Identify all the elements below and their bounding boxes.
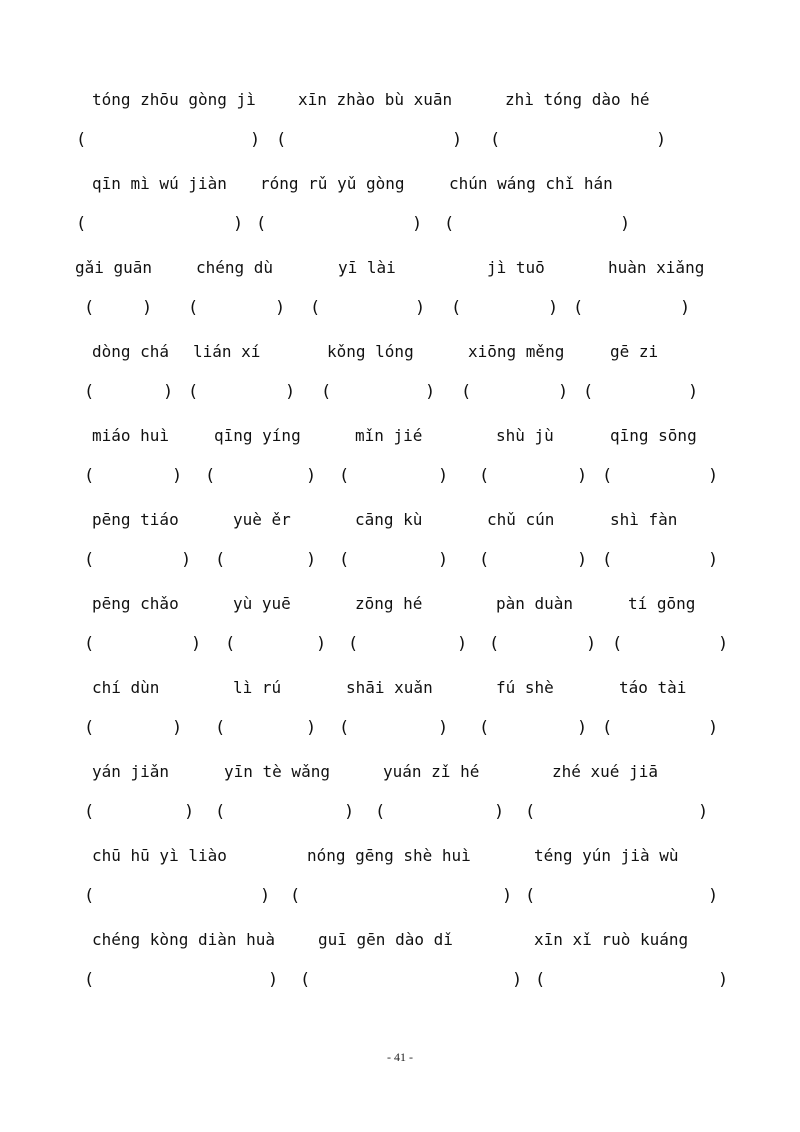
pinyin-word: pēng chǎo <box>92 594 179 613</box>
open-paren: ( <box>525 802 536 822</box>
open-paren: ( <box>479 466 490 486</box>
close-paren: ) <box>163 382 174 402</box>
pinyin-word: chí dùn <box>92 678 160 697</box>
close-paren: ) <box>548 298 559 318</box>
close-paren: ) <box>306 550 317 570</box>
answer-brackets-row <box>0 884 800 908</box>
close-paren: ) <box>184 802 195 822</box>
pinyin-word: tí gōng <box>628 594 696 613</box>
pinyin-word: shù jù <box>496 426 554 445</box>
pinyin-word: xiōng měng <box>468 342 565 361</box>
open-paren: ( <box>461 382 472 402</box>
close-paren: ) <box>708 466 719 486</box>
pinyin-word: zhì tóng dào hé <box>505 90 650 109</box>
pinyin-word: chū hū yì liào <box>92 846 227 865</box>
open-paren: ( <box>76 130 87 150</box>
close-paren: ) <box>438 466 449 486</box>
open-paren: ( <box>276 130 287 150</box>
pinyin-row <box>0 340 800 364</box>
pinyin-word: chún wáng chǐ hán <box>449 174 613 193</box>
answer-brackets-row <box>0 716 800 740</box>
close-paren: ) <box>425 382 436 402</box>
open-paren: ( <box>612 634 623 654</box>
pinyin-row <box>0 676 800 700</box>
pinyin-word: shì fàn <box>610 510 678 529</box>
open-paren: ( <box>339 466 350 486</box>
open-paren: ( <box>84 550 95 570</box>
open-paren: ( <box>602 550 613 570</box>
open-paren: ( <box>444 214 455 234</box>
open-paren: ( <box>76 214 87 234</box>
close-paren: ) <box>688 382 699 402</box>
close-paren: ) <box>577 550 588 570</box>
close-paren: ) <box>415 298 426 318</box>
close-paren: ) <box>268 970 279 990</box>
pinyin-word: kǒng lóng <box>327 342 414 361</box>
close-paren: ) <box>233 214 244 234</box>
pinyin-word: róng rǔ yǔ gòng <box>260 174 405 193</box>
open-paren: ( <box>290 886 301 906</box>
pinyin-row <box>0 592 800 616</box>
open-paren: ( <box>84 466 95 486</box>
pinyin-word: táo tài <box>619 678 687 697</box>
open-paren: ( <box>321 382 332 402</box>
pinyin-word: guī gēn dào dǐ <box>318 930 453 949</box>
answer-brackets-row <box>0 380 800 404</box>
close-paren: ) <box>285 382 296 402</box>
open-paren: ( <box>479 718 490 738</box>
open-paren: ( <box>602 466 613 486</box>
close-paren: ) <box>260 886 271 906</box>
close-paren: ) <box>172 466 183 486</box>
pinyin-word: yán jiǎn <box>92 762 170 781</box>
page-number: - 41 - <box>387 1050 413 1064</box>
open-paren: ( <box>205 466 216 486</box>
open-paren: ( <box>215 550 226 570</box>
pinyin-word: shāi xuǎn <box>346 678 433 697</box>
close-paren: ) <box>275 298 286 318</box>
pinyin-word: qīn mì wú jiàn <box>92 174 227 193</box>
open-paren: ( <box>215 802 226 822</box>
pinyin-word: gē zi <box>610 342 659 361</box>
answer-brackets-row <box>0 212 800 236</box>
pinyin-word: qīng yíng <box>214 426 301 445</box>
pinyin-word: zōng hé <box>355 594 423 613</box>
open-paren: ( <box>479 550 490 570</box>
pinyin-word: nóng gēng shè huì <box>307 846 471 865</box>
open-paren: ( <box>84 886 95 906</box>
pinyin-word: xīn zhào bù xuān <box>298 90 453 109</box>
pinyin-word: téng yún jià wù <box>534 846 679 865</box>
close-paren: ) <box>181 550 192 570</box>
answer-brackets-row <box>0 548 800 572</box>
pinyin-word: miáo huì <box>92 426 170 445</box>
close-paren: ) <box>438 550 449 570</box>
pinyin-word: cāng kù <box>355 510 423 529</box>
pinyin-row <box>0 760 800 784</box>
answer-brackets-row <box>0 296 800 320</box>
open-paren: ( <box>215 718 226 738</box>
open-paren: ( <box>225 634 236 654</box>
open-paren: ( <box>84 970 95 990</box>
close-paren: ) <box>620 214 631 234</box>
pinyin-row <box>0 508 800 532</box>
close-paren: ) <box>344 802 355 822</box>
open-paren: ( <box>339 550 350 570</box>
close-paren: ) <box>250 130 261 150</box>
close-paren: ) <box>494 802 505 822</box>
pinyin-word: yī lài <box>338 258 396 277</box>
close-paren: ) <box>172 718 183 738</box>
pinyin-word: chéng dù <box>196 258 274 277</box>
pinyin-word: pēng tiáo <box>92 510 179 529</box>
open-paren: ( <box>602 718 613 738</box>
close-paren: ) <box>577 466 588 486</box>
pinyin-row <box>0 928 800 952</box>
close-paren: ) <box>718 634 729 654</box>
open-paren: ( <box>188 382 199 402</box>
answer-brackets-row <box>0 632 800 656</box>
close-paren: ) <box>708 718 719 738</box>
pinyin-row <box>0 424 800 448</box>
open-paren: ( <box>256 214 267 234</box>
close-paren: ) <box>457 634 468 654</box>
pinyin-row <box>0 88 800 112</box>
close-paren: ) <box>438 718 449 738</box>
pinyin-word: yuán zǐ hé <box>383 762 480 781</box>
pinyin-word: jì tuō <box>487 258 545 277</box>
open-paren: ( <box>535 970 546 990</box>
pinyin-word: fú shè <box>496 678 554 697</box>
open-paren: ( <box>84 718 95 738</box>
close-paren: ) <box>502 886 513 906</box>
open-paren: ( <box>375 802 386 822</box>
pinyin-row <box>0 256 800 280</box>
close-paren: ) <box>708 886 719 906</box>
pinyin-word: gǎi guān <box>75 258 153 277</box>
pinyin-row <box>0 844 800 868</box>
close-paren: ) <box>191 634 202 654</box>
pinyin-word: huàn xiǎng <box>608 258 705 277</box>
answer-brackets-row <box>0 800 800 824</box>
close-paren: ) <box>306 718 317 738</box>
open-paren: ( <box>489 634 500 654</box>
close-paren: ) <box>558 382 569 402</box>
open-paren: ( <box>583 382 594 402</box>
open-paren: ( <box>451 298 462 318</box>
close-paren: ) <box>142 298 153 318</box>
open-paren: ( <box>84 298 95 318</box>
pinyin-word: chǔ cún <box>487 510 555 529</box>
pinyin-word: pàn duàn <box>496 594 574 613</box>
close-paren: ) <box>577 718 588 738</box>
close-paren: ) <box>512 970 523 990</box>
pinyin-word: dòng chá <box>92 342 170 361</box>
close-paren: ) <box>656 130 667 150</box>
close-paren: ) <box>452 130 463 150</box>
close-paren: ) <box>412 214 423 234</box>
open-paren: ( <box>525 886 536 906</box>
close-paren: ) <box>698 802 709 822</box>
pinyin-word: lián xí <box>193 342 261 361</box>
open-paren: ( <box>300 970 311 990</box>
pinyin-word: mǐn jié <box>355 426 423 445</box>
answer-brackets-row <box>0 968 800 992</box>
pinyin-word: zhé xué jiā <box>552 762 658 781</box>
answer-brackets-row <box>0 128 800 152</box>
open-paren: ( <box>84 382 95 402</box>
pinyin-word: chéng kòng diàn huà <box>92 930 276 949</box>
pinyin-word: yuè ěr <box>233 510 291 529</box>
open-paren: ( <box>348 634 359 654</box>
close-paren: ) <box>680 298 691 318</box>
pinyin-word: yīn tè wǎng <box>224 762 330 781</box>
pinyin-word: lì rú <box>233 678 282 697</box>
close-paren: ) <box>306 466 317 486</box>
pinyin-row <box>0 172 800 196</box>
open-paren: ( <box>573 298 584 318</box>
pinyin-word: yù yuē <box>233 594 291 613</box>
close-paren: ) <box>316 634 327 654</box>
open-paren: ( <box>188 298 199 318</box>
open-paren: ( <box>310 298 321 318</box>
pinyin-word: xīn xǐ ruò kuáng <box>534 930 689 949</box>
pinyin-word: qīng sōng <box>610 426 697 445</box>
close-paren: ) <box>718 970 729 990</box>
close-paren: ) <box>586 634 597 654</box>
close-paren: ) <box>708 550 719 570</box>
answer-brackets-row <box>0 464 800 488</box>
open-paren: ( <box>339 718 350 738</box>
open-paren: ( <box>490 130 501 150</box>
open-paren: ( <box>84 634 95 654</box>
open-paren: ( <box>84 802 95 822</box>
pinyin-word: tóng zhōu gòng jì <box>92 90 256 109</box>
